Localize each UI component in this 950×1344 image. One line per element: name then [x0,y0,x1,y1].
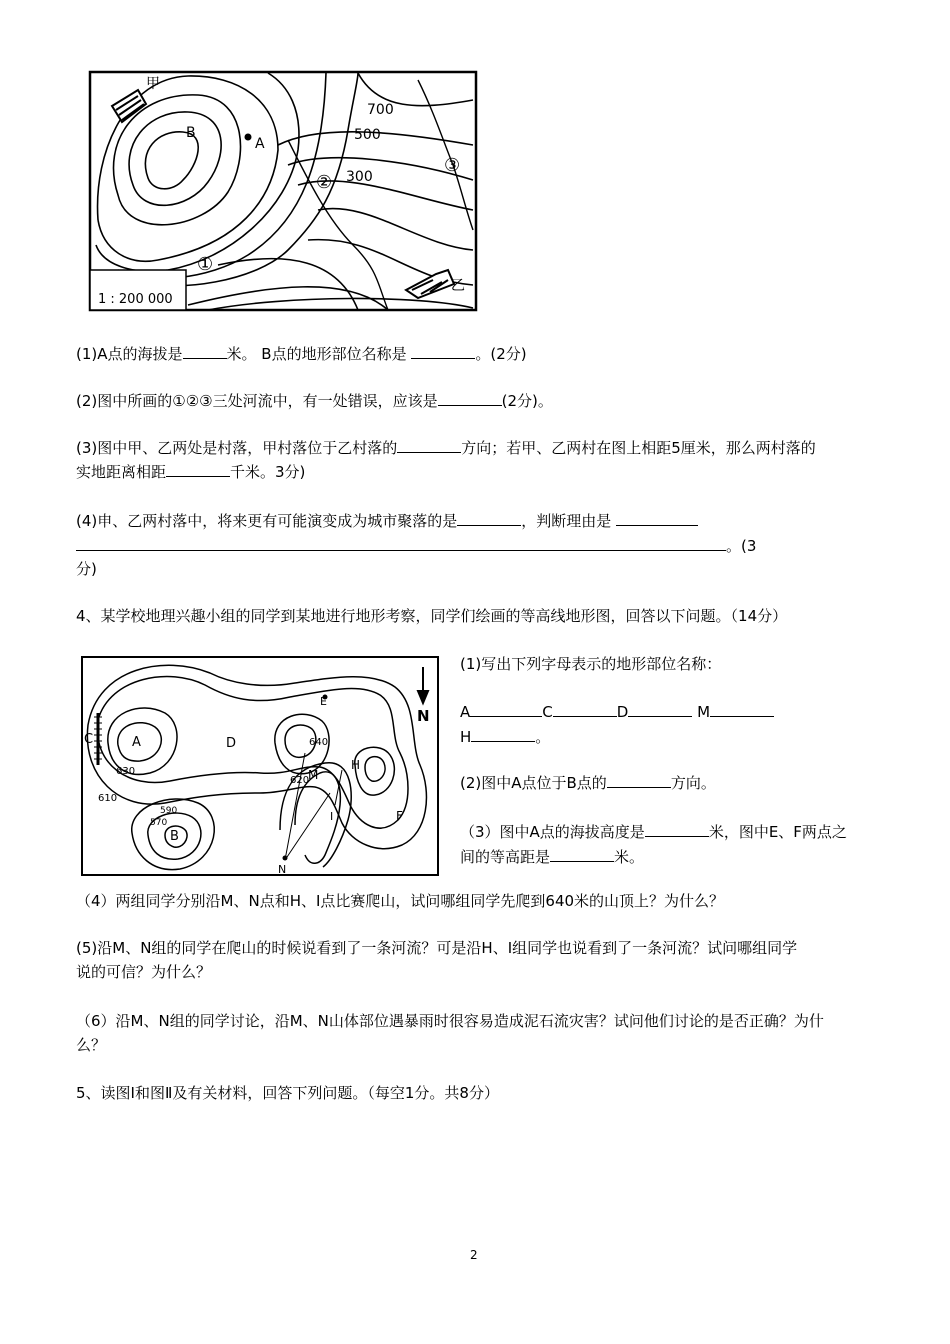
point-b-label: B [186,125,196,141]
q4-sub4: （4）两组同学分别沿M、N点和H、I点比赛爬山，试问哪组同学先爬到640米的山顶上？为什么？ [76,892,725,910]
map2-label-h: H [351,758,361,772]
river-1-label: ① [197,254,214,275]
village-yi-label: 乙 [451,278,465,294]
q4-sub1-blanks-line2: H 。 [460,725,550,748]
map2-label-a: A [132,735,141,750]
q3-part2: (2)图中所画的①②③三处河流中，有一处错误，应该是 (2分)。 [76,389,553,412]
map2-label-b: B [170,829,179,844]
map2-label-c: C [84,732,94,747]
q4-sub2: (2)图中A点位于B点的 方向。 [460,771,716,794]
q4-sub5-line1: (5)沿M、N组的同学在爬山的时候说看到了一条河流？可是沿H、I组同学也说看到了一条河流？试问哪组同学 [76,939,798,957]
q3-part3-line1: (3)图中甲、乙两处是村落，甲村落位于乙村落的 方向；若甲、乙两村在图上相距5厘米，那么两村落的 [76,436,816,459]
contour-610-label: 610 [98,793,118,804]
map-scale: 1 : 200 000 [98,292,173,307]
contour-620-label: 620 [290,775,310,786]
q3-part4-line1: (4)申、乙两村落中，将来更有可能演变成为城市聚落的是 ，判断理由是 [76,509,698,532]
q4-sub3-line2: 间的等高距是 米。 [460,845,644,868]
contour-590-label: 590 [160,806,178,816]
contour-570-label: 570 [150,818,168,828]
map2-label-i: I [330,810,334,823]
contour-map-1 [88,70,478,312]
map2-label-n: N [278,863,287,876]
q4-sub3-line1: （3）图中A点的海拔高度是 米，图中E、F两点之 [460,820,847,843]
contour-300-label: 300 [346,169,373,185]
contour-500-label: 500 [354,127,381,143]
contour-640-label: 640 [309,737,329,748]
q4-sub1-blanks-line1: A C D M [460,700,774,723]
q4-sub6-line1: （6）沿M、N组的同学讨论，沿M、N山体部位遇暴雨时很容易造成泥石流灾害？试问他们讨论的是否正确？为什 [76,1012,824,1030]
point-a-label: A [255,136,265,152]
contour-700-label: 700 [367,102,394,118]
page-number: 2 [470,1248,478,1262]
contour-630-label: 630 [116,766,136,777]
map2-label-e: E [320,695,327,708]
village-jia-label: 甲 [146,76,160,92]
contour-map-2 [80,655,440,877]
river-3-label: ③ [444,155,461,176]
north-label: N [417,707,430,725]
q3-part4-line2: 。(3 [76,534,756,557]
map2-label-m: M [308,768,319,782]
map2-label-d: D [226,736,237,751]
q5-title: 5、读图Ⅰ和图Ⅱ及有关材料，回答下列问题。（每空1分。共8分） [76,1084,499,1102]
q3-part1: (1)A点的海拔是 米。 B点的地形部位名称是 。(2分) [76,342,527,365]
river-2-label: ② [316,172,333,193]
q3-part3-line2: 实地距离相距 千米。3分) [76,460,305,483]
q4-sub1: (1)写出下列字母表示的地形部位名称： [460,655,722,673]
q4-sub6-line2: 么？ [76,1036,107,1054]
q4-sub5-line2: 说的可信？为什么？ [76,963,212,981]
q3-part4-line3: 分) [76,560,97,578]
q4-title: 4、某学校地理兴趣小组的同学到某地进行地形考察，同学们绘画的等高线地形图，回答以下问题。（14分） [76,607,788,625]
map2-label-f: F [396,809,403,823]
